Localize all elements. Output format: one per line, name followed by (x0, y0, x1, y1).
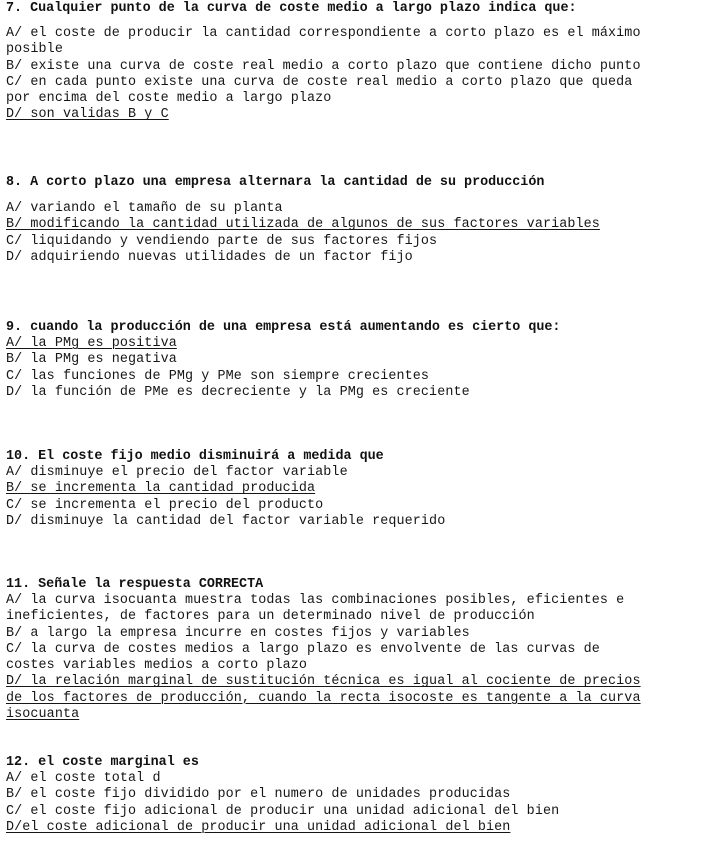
option-c: C/ las funciones de PMg y PMe son siempre crecientes (6, 368, 430, 384)
option-c: C/ la curva de costes medios a largo plazo es envolvente de las curvas de (6, 641, 600, 657)
option-d-selected-continuation: isocuanta (6, 707, 80, 723)
option-b: B/ existe una curva de coste real medio a corto plazo que contiene dicho punto (6, 58, 641, 74)
option-a-selected: A/ la PMg es positiva (6, 336, 177, 351)
option-d: D/ la función de PMe es decreciente y la PMg es creciente (6, 384, 470, 400)
question-8 (6, 175, 699, 266)
question-11 (6, 577, 699, 723)
question-title: 9. cuando la producción de una empresa está aumentando es cierto que: (6, 320, 561, 335)
option-c: C/ el coste fijo adicional de producir una unidad adicional del bien (6, 803, 560, 819)
option-d-selected: D/ la relación marginal de sustitución técnica es igual al cociente de precios (6, 674, 641, 690)
question-9 (6, 320, 699, 401)
option-c-continuation: costes variables medios a corto plazo (6, 658, 308, 674)
option-a-continuation: ineficientes, de factores para un determinado nivel de producción (6, 609, 535, 625)
option-d: D/ adquiriendo nuevas utilidades de un factor fijo (6, 249, 413, 265)
option-a: A/ variando el tamaño de su planta (6, 201, 283, 216)
question-7 (6, 1, 699, 124)
question-title: 10. El coste fijo medio disminuirá a medida que (6, 449, 384, 464)
question-title: 11. Señale la respuesta CORRECTA (6, 577, 264, 592)
option-a: A/ el coste de producir la cantidad correspondiente a corto plazo es el máximo (6, 26, 641, 41)
question-title: 12. el coste marginal es (6, 755, 199, 770)
option-d-selected: D/ son validas B y C (6, 107, 169, 123)
option-a: A/ el coste total d (6, 771, 161, 786)
option-b: B/ a largo la empresa incurre en costes fijos y variables (6, 625, 470, 641)
option-d-selected-continuation: de los factores de producción, cuando la recta isocoste es tangente a la curva (6, 690, 641, 706)
option-b: B/ la PMg es negativa (6, 352, 177, 368)
option-c: C/ liquidando y vendiendo parte de sus factores fijos (6, 233, 438, 249)
option-c-continuation: por encima del coste medio a largo plazo (6, 91, 332, 107)
option-b: B/ el coste fijo dividido por el numero de unidades producidas (6, 787, 511, 803)
question-10 (6, 449, 699, 530)
option-c: C/ en cada punto existe una curva de coste real medio a corto plazo que queda (6, 74, 633, 90)
option-b-selected: B/ se incrementa la cantidad producida (6, 481, 316, 497)
option-c: C/ se incrementa el precio del producto (6, 497, 324, 513)
option-b-selected: B/ modificando la cantidad utilizada de algunos de sus factores variables (6, 217, 600, 233)
option-d-selected: D/el coste adicional de producir una unidad adicional del bien (6, 819, 511, 835)
question-12 (6, 755, 699, 836)
question-title: 8. A corto plazo una empresa alternara la cantidad de su producción (6, 175, 545, 190)
option-a-continuation: posible (6, 42, 63, 58)
option-a: A/ disminuye el precio del factor variable (6, 465, 348, 480)
question-title: 7. Cualquier punto de la curva de coste medio a largo plazo indica que: (6, 1, 577, 16)
option-d: D/ disminuye la cantidad del factor variable requerido (6, 513, 446, 529)
option-a: A/ la curva isocuanta muestra todas las combinaciones posibles, eficientes e (6, 593, 625, 608)
